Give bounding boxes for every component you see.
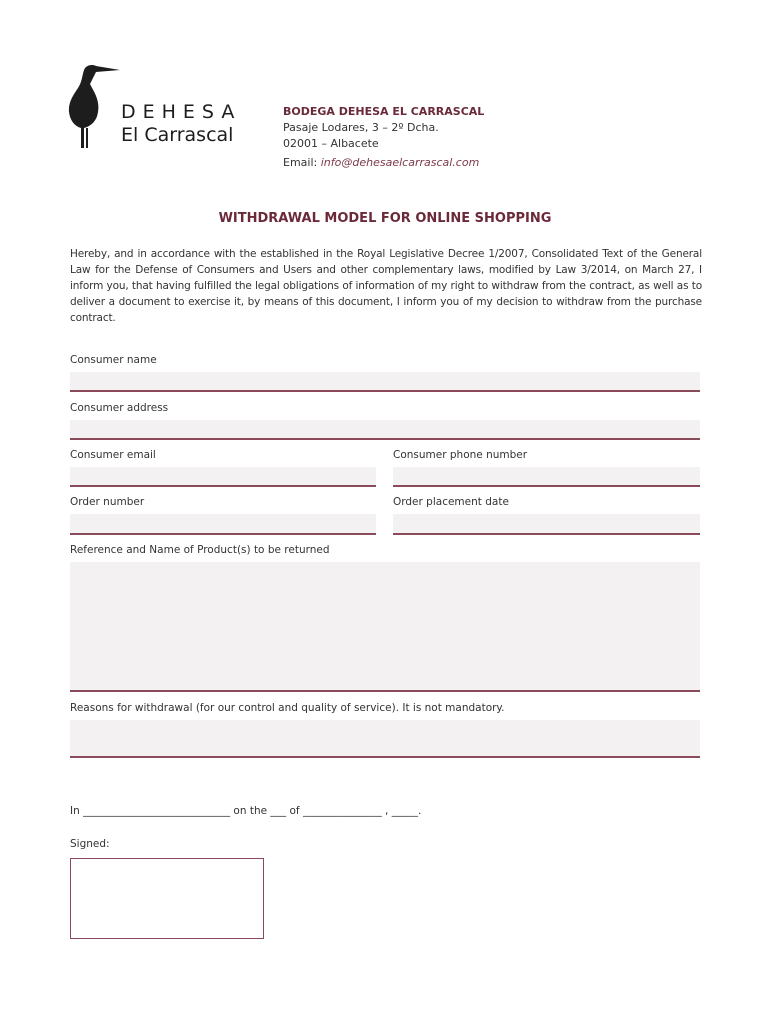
signature-box[interactable]: [70, 858, 264, 939]
company-address-line1: Pasaje Lodares, 3 – 2º Dcha.: [283, 121, 439, 134]
logo: [64, 62, 264, 152]
consumer-phone-field[interactable]: [393, 467, 700, 487]
order-date-label: Order placement date: [393, 496, 509, 508]
consumer-address-field[interactable]: [70, 420, 700, 440]
intro-paragraph: Hereby, and in accordance with the established in the Royal Legislative Decree 1/2007, Consolidated Text of the General Law for the Defense of Consumers and Users and other complementary laws, modified by Law 3/2014, on March 27, I inform you, that having fulfilled the legal obligations of information of my right to withdraw from the contract, as well as to deliver a document to exercise it, by means of this document, I inform you of my decision to withdraw from the purchase contract.: [70, 248, 702, 324]
brand-name-line2: El Carrascal: [121, 124, 234, 146]
brand-name-line1: DEHESA: [121, 101, 242, 123]
reasons-label: Reasons for withdrawal (for our control and quality of service). It is not mandatory.: [70, 702, 505, 714]
consumer-email-label: Consumer email: [70, 449, 156, 461]
order-date-field[interactable]: [393, 514, 700, 535]
consumer-phone-label: Consumer phone number: [393, 449, 528, 461]
email-link[interactable]: info@dehesaelcarrascal.com: [320, 156, 480, 169]
heron-icon: [64, 62, 124, 148]
company-info: [283, 104, 484, 171]
email-label: Email:: [283, 156, 318, 169]
order-number-field[interactable]: [70, 514, 376, 535]
consumer-name-label: Consumer name: [70, 354, 157, 366]
reasons-field[interactable]: [70, 720, 700, 758]
company-name: BODEGA DEHESA EL CARRASCAL: [283, 105, 485, 118]
consumer-address-label: Consumer address: [70, 402, 169, 414]
order-number-label: Order number: [70, 496, 145, 508]
products-field[interactable]: [70, 562, 700, 692]
signed-label: Signed:: [70, 838, 110, 850]
date-place-line: In ____________________________ on the ___ of _______________ , _____.: [70, 805, 422, 817]
consumer-email-field[interactable]: [70, 467, 376, 487]
page-title: WITHDRAWAL MODEL FOR ONLINE SHOPPING: [218, 211, 552, 226]
company-email-row: [283, 155, 484, 171]
products-label: Reference and Name of Product(s) to be returned: [70, 544, 330, 556]
company-address-line2: 02001 – Albacete: [283, 137, 379, 150]
consumer-name-field[interactable]: [70, 372, 700, 392]
